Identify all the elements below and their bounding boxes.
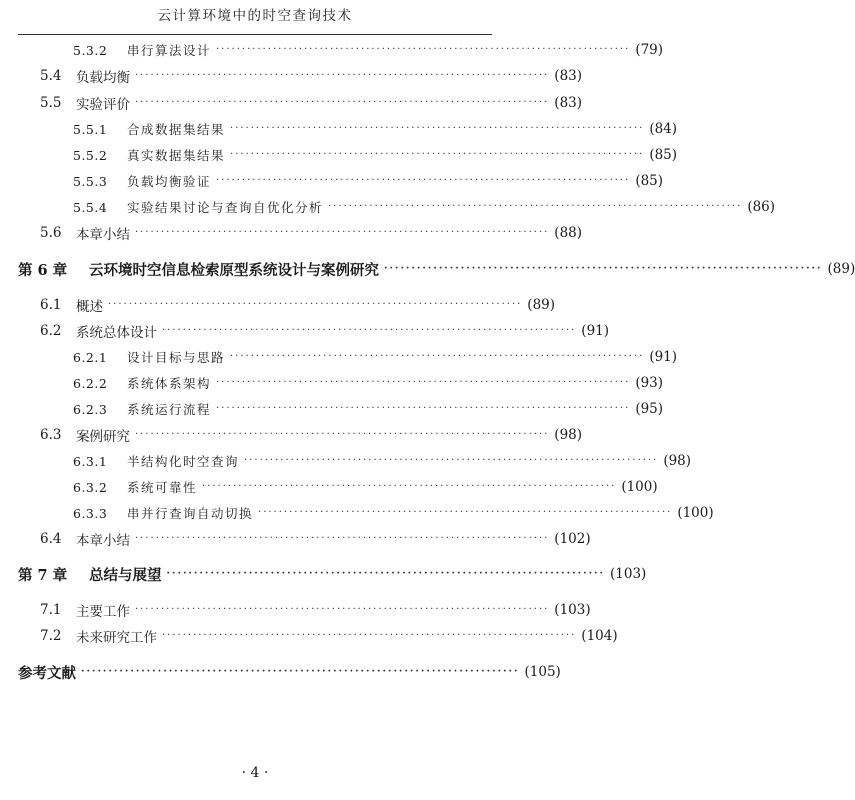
toc-entry-number: 5.5.2 [73, 147, 108, 163]
toc-entry [40, 320, 610, 342]
toc-entry [73, 502, 714, 524]
toc-entry-title: 实验结果讨论与查询自优化分析 [127, 200, 324, 215]
toc-entry-number: 5.4 [40, 68, 62, 84]
toc-entry-page: (91) [581, 323, 610, 339]
dot-leader: ················································································ [230, 149, 645, 160]
toc-entry-title: 主要工作 [76, 604, 130, 620]
toc-entry-page: (102) [554, 531, 591, 547]
toc-entry-title: 系统总体设计 [76, 325, 157, 341]
toc-entry-page: (95) [635, 401, 664, 417]
toc-entry-number: 5.5.3 [73, 173, 108, 189]
toc-entry-title: 真实数据集结果 [127, 148, 226, 163]
dot-leader: ················································································ [216, 403, 631, 414]
toc-entry-title: 系统体系架构 [127, 376, 212, 391]
toc-references-entry [18, 661, 561, 683]
toc-entry-number: 5.5.1 [73, 121, 108, 137]
toc-entry-number: 6.2 [40, 323, 62, 339]
toc-entry-page: (86) [747, 199, 776, 215]
toc-entry-page: (100) [621, 479, 658, 495]
toc-entry-number: 6.2.2 [73, 375, 108, 391]
toc-entry-page: (93) [635, 375, 664, 391]
toc-entry [73, 144, 678, 166]
toc-entry [40, 599, 591, 621]
toc-entry-page: (104) [581, 628, 618, 644]
toc-entry-page: (85) [649, 147, 678, 163]
dot-leader: ················································································ [81, 666, 520, 677]
toc-entry-title: 串行算法设计 [127, 43, 212, 58]
dot-leader: ················································································ [216, 377, 631, 388]
toc-chapter-entry [18, 258, 855, 280]
dot-leader: ················································································ [108, 299, 523, 310]
dot-leader: ················································································ [135, 227, 550, 238]
toc-entry-page: (83) [554, 68, 583, 84]
toc-entry-page: (103) [554, 602, 591, 618]
toc-entry [40, 65, 583, 87]
toc-entry-title: 概述 [76, 299, 103, 315]
toc-entry-title: 合成数据集结果 [127, 122, 226, 137]
toc-entry-page: (100) [677, 505, 714, 521]
toc-entry-title: 本章小结 [76, 533, 130, 549]
toc-entry [73, 196, 776, 218]
toc-entry-number: 5.5 [40, 95, 62, 111]
toc-entry [73, 39, 664, 61]
toc-entry-title: 总结与展望 [89, 566, 162, 584]
dot-leader: ················································································ [135, 604, 550, 615]
toc-entry-title: 系统可靠性 [127, 480, 198, 495]
toc-entry [73, 398, 664, 420]
toc-entry-number: 6.3 [40, 427, 62, 443]
toc-entry-number: 6.3.2 [73, 479, 108, 495]
toc-entry-page: (85) [635, 173, 664, 189]
running-head: 云计算环境中的时空查询技术 [157, 8, 353, 24]
toc-entry-title: 半结构化时空查询 [127, 454, 240, 469]
toc-entry-title: 系统运行流程 [127, 402, 212, 417]
page-number: · 4 · [241, 765, 269, 781]
toc-entry-number: 6.3.1 [73, 453, 108, 469]
dot-leader: ················································································ [162, 630, 577, 641]
toc-entry-title: 本章小结 [76, 227, 130, 243]
toc-entry-page: (91) [649, 349, 678, 365]
dot-leader: ················································································ [202, 481, 617, 492]
toc-entry [40, 222, 583, 244]
toc-entry-page: (105) [524, 664, 561, 680]
toc-entry-page: (89) [527, 297, 556, 313]
toc-entry [40, 625, 618, 647]
dot-leader: ················································································ [135, 533, 550, 544]
toc-entry-title: 负载均衡验证 [127, 174, 212, 189]
toc-entry-number: 6.3.3 [73, 505, 108, 521]
toc-entry [40, 294, 556, 316]
toc-entry [73, 170, 664, 192]
dot-leader: ················································································ [135, 429, 550, 440]
toc-entry-title: 设计目标与思路 [127, 350, 226, 365]
toc-entry-page: (89) [827, 261, 855, 277]
toc-entry-page: (103) [610, 566, 647, 582]
dot-leader: ················································································ [162, 325, 577, 336]
toc-entry-page: (88) [554, 225, 583, 241]
toc-entry-page: (98) [663, 453, 692, 469]
toc-entry [73, 346, 678, 368]
toc-entry [73, 450, 692, 472]
toc-entry [40, 528, 591, 550]
toc-entry-title: 实验评价 [76, 97, 130, 113]
toc-entry-title: 云环境时空信息检索原型系统设计与案例研究 [89, 261, 379, 279]
dot-leader: ················································································ [216, 175, 631, 186]
toc-entry-number: 6.2.3 [73, 401, 108, 417]
toc-entry-title: 串并行查询自动切换 [127, 506, 254, 521]
toc-entry-number: 第 6 章 [18, 261, 68, 279]
toc-entry-number: 6.1 [40, 297, 62, 313]
toc-entry [40, 424, 583, 446]
dot-leader: ················································································ [244, 455, 659, 466]
toc-entry-title: 参考文献 [18, 664, 76, 682]
toc-entry-number: 6.2.1 [73, 349, 108, 365]
dot-leader: ················································································ [384, 263, 823, 274]
toc-entry-title: 负载均衡 [76, 70, 130, 86]
toc-entry-number: 7.2 [40, 628, 62, 644]
toc-entry-number: 6.4 [40, 531, 62, 547]
dot-leader: ················································································ [258, 507, 673, 518]
toc-entry-page: (79) [635, 42, 664, 58]
dot-leader: ················································································ [166, 568, 606, 579]
toc-entry [73, 372, 664, 394]
toc-entry [40, 92, 583, 114]
toc-entry [73, 118, 678, 140]
dot-leader: ················································································ [135, 97, 550, 108]
toc-entry-page: (98) [554, 427, 583, 443]
dot-leader: ················································································ [230, 351, 645, 362]
toc-entry-number: 5.6 [40, 225, 62, 241]
toc-entry [73, 476, 658, 498]
dot-leader: ················································································ [230, 123, 645, 134]
dot-leader: ················································································ [216, 44, 631, 55]
toc-entry-title: 案例研究 [76, 429, 130, 445]
header-rule [18, 34, 492, 35]
toc-entry-page: (84) [649, 121, 678, 137]
toc-entry-number: 5.3.2 [73, 42, 108, 58]
dot-leader: ················································································ [328, 201, 743, 212]
toc-entry-page: (83) [554, 95, 583, 111]
toc-chapter-entry [18, 563, 647, 585]
toc-entry-number: 5.5.4 [73, 199, 108, 215]
toc-entry-number: 7.1 [40, 602, 62, 618]
toc-entry-title: 未来研究工作 [76, 630, 157, 646]
dot-leader: ················································································ [135, 70, 550, 81]
toc-entry-number: 第 7 章 [18, 566, 68, 584]
